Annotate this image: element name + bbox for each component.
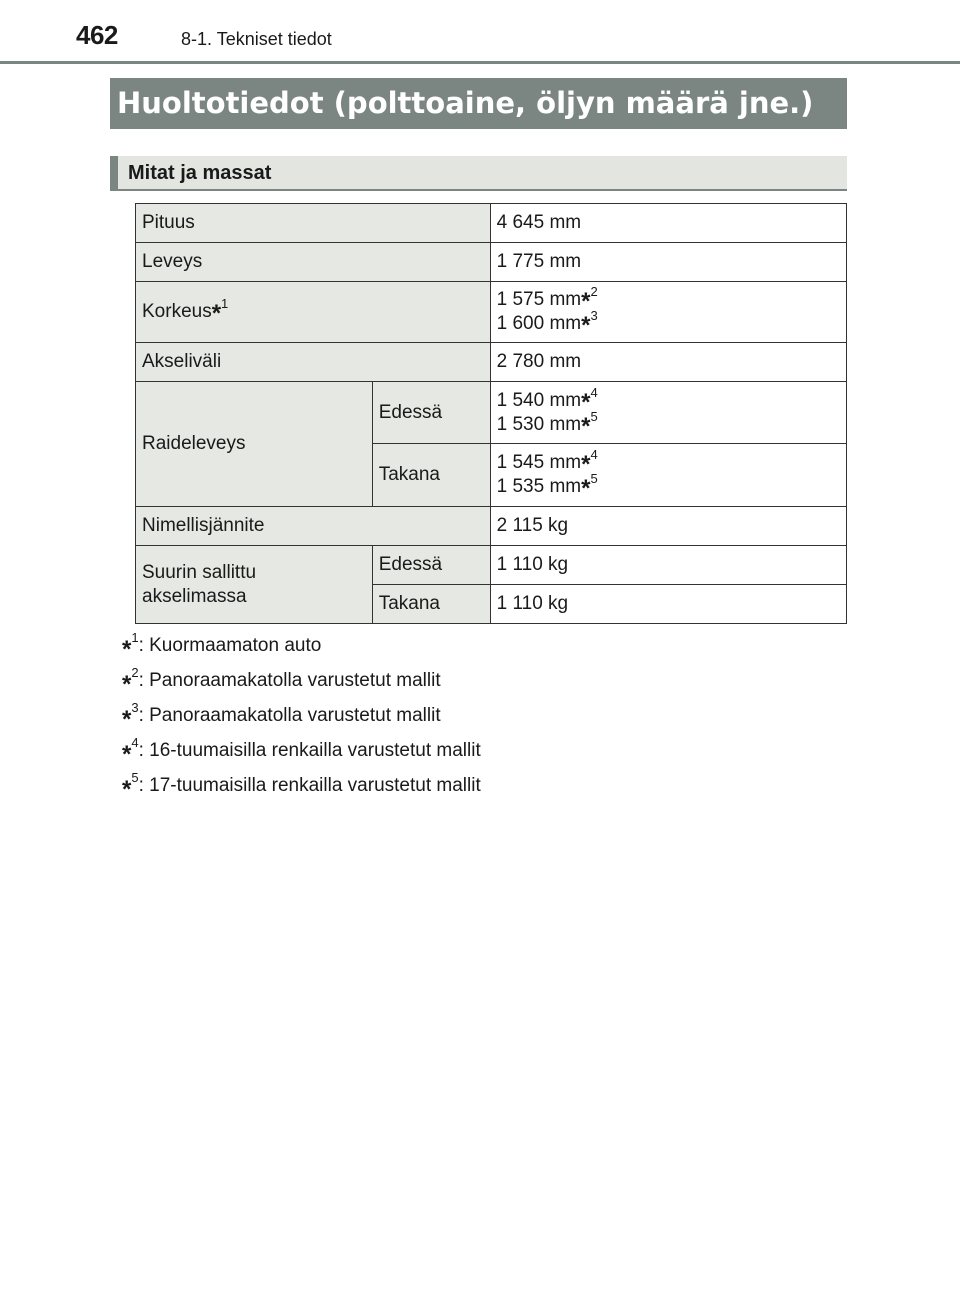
footnote-text: : 17-tuumaisilla renkailla varustetut mallit [138,775,481,796]
track-rear-value-2: 1 535 mm [496,476,582,497]
subsection-accent-bar [110,156,118,189]
footnote-number: 5 [131,770,139,785]
length-value: 4 645 mm [490,204,846,243]
footnote-ref: 5 [590,471,598,486]
footnote-asterisk: * [122,636,132,663]
height-label-cell [136,282,491,343]
track-front-label: Edessä [372,382,490,444]
subsection-title: Mitat ja massat [128,162,272,184]
footnote-4 [122,733,481,768]
table-row-axle-front [136,546,847,585]
track-label: Raideleveys [136,382,373,507]
footnote-number: 4 [131,735,139,750]
track-rear-label: Takana [372,444,490,507]
footnote-ref: 1 [221,296,229,311]
footnotes [122,628,481,803]
footnote-text: : Kuormaamaton auto [138,635,322,656]
footnote-asterisk: * [581,475,591,502]
footnote-asterisk: * [122,741,132,768]
wheelbase-value: 2 780 mm [490,343,846,382]
footnote-asterisk: * [122,671,132,698]
header-rule [0,61,960,64]
footnote-asterisk: * [122,776,132,803]
track-front-value-1: 1 540 mm [496,389,582,411]
footnote-3 [122,698,481,733]
axle-rear-label: Takana [372,585,490,624]
footnote-number: 2 [131,665,139,680]
footnote-text: : Panoraamakatolla varustetut mallit [138,705,441,726]
footnote-number: 1 [131,630,139,645]
height-label: Korkeus [142,301,212,322]
width-label: Leveys [136,243,491,282]
height-value-1: 1 575 mm [496,289,582,310]
footnote-number: 3 [131,700,139,715]
section-label: 8-1. Tekniset tiedot [181,29,332,49]
table-row-length [136,204,847,243]
footnote-ref: 5 [590,408,598,424]
table-row-width [136,243,847,282]
footnote-ref: 3 [590,308,598,323]
table-row-nominal [136,507,847,546]
table-row-wheelbase [136,343,847,382]
dimensions-table [135,203,847,624]
footnote-asterisk: * [581,451,591,478]
footnote-5 [122,768,481,803]
height-value-2: 1 600 mm [496,313,582,334]
table-row-height [136,282,847,343]
length-label: Pituus [136,204,491,243]
footnote-ref: 2 [590,284,598,299]
nominal-label: Nimellisjännite [136,507,491,546]
footnote-ref: 4 [590,384,598,400]
track-rear-value-cell [490,444,846,507]
track-front-value-cell [490,382,846,444]
page-number: 462 [76,20,118,50]
footnote-asterisk: * [581,312,591,339]
wheelbase-label: Akseliväli [136,343,491,382]
footnote-asterisk: * [122,706,132,733]
axle-front-value: 1 110 kg [490,546,846,585]
nominal-value: 2 115 kg [490,507,846,546]
table-row-track-front [136,382,847,444]
height-value-cell [490,282,846,343]
footnote-text: : Panoraamakatolla varustetut mallit [138,670,441,691]
footnote-2 [122,663,481,698]
subsection-header [110,156,847,191]
footnote-asterisk: * [211,300,222,327]
chapter-title: Huoltotiedot (polttoaine, öljyn määrä jne.) [110,78,847,129]
footnote-ref: 4 [590,447,598,462]
footnote-asterisk: * [581,288,591,315]
footnote-asterisk: * [581,388,591,416]
axle-front-label: Edessä [372,546,490,585]
track-rear-value-1: 1 545 mm [496,452,582,473]
width-value: 1 775 mm [490,243,846,282]
axle-label: Suurin sallittu akselimassa [136,546,373,624]
footnote-text: : 16-tuumaisilla renkailla varustetut mallit [138,740,481,761]
track-front-value-2: 1 530 mm [496,413,582,435]
footnote-asterisk: * [581,412,591,440]
footnote-1 [122,628,481,663]
axle-rear-value: 1 110 kg [490,585,846,624]
